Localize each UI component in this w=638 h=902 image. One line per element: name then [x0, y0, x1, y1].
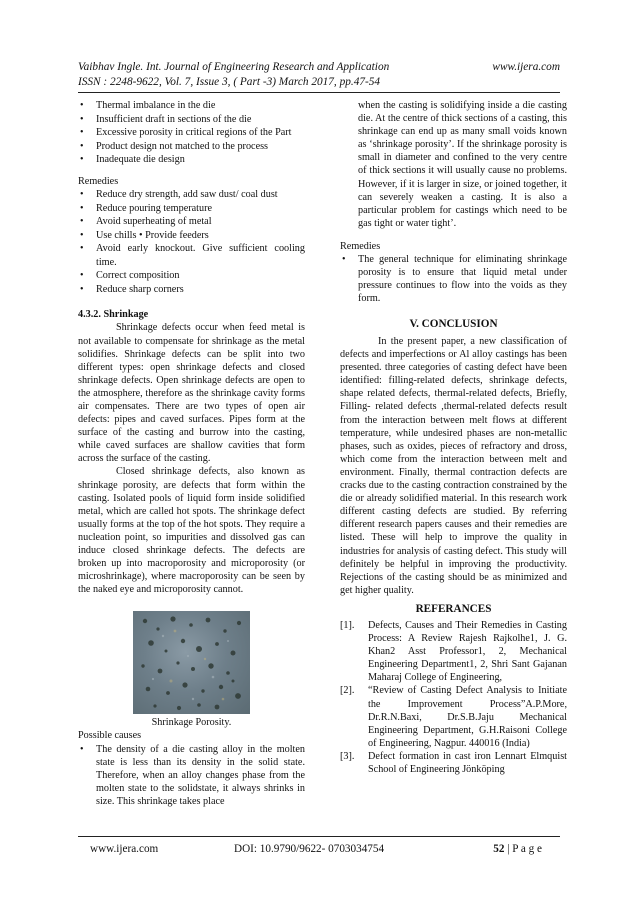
reference-number: [3].: [340, 750, 355, 762]
porosity-texture: [133, 611, 250, 714]
header-citation-line1: Vaibhav Ingle. Int. Journal of Engineering Research and Application: [78, 61, 390, 73]
page-header: [78, 60, 560, 90]
list-item: • Insufficient draft in sections of the die: [78, 113, 305, 126]
header-url[interactable]: www.ijera.com: [492, 61, 560, 73]
header-rule: [78, 92, 560, 93]
list-item: • Reduce dry strength, add saw dust/ coal dust: [78, 188, 305, 201]
list-item: • Reduce pouring temperature: [78, 202, 305, 215]
list-item: • The density of a die casting alloy in the molten state is less than its density in the solid state. Therefore, when an alloy changes phase from the molten state to the solidstate, it always shrinks in size. This shrinkage takes place: [78, 743, 305, 808]
list-item: • Avoid superheating of metal: [78, 215, 305, 228]
shrinkage-paragraph-1: Shrinkage defects occur when feed metal is not available to compensate for shrinkage as the metal solidifies. Shrinkage defects can be split into two different types: open shrinkage defects and closed shrinkage defects. Open shrinkage defects are open to the atmosphere, therefore as the shrinkage cavity forms air compensates. There are two types of open air defects: pipes and caved surfaces. Pipes form at the surface of the casting and burrow into the casting, while caved surfaces are shallow cavities that form across the surface of the casting.: [78, 322, 305, 465]
remedies-label: Remedies: [340, 240, 381, 252]
list-item: • Correct composition: [78, 269, 305, 282]
page-label: | P a g e: [504, 843, 542, 855]
reference-text: Defects, Causes and Their Remedies in Casting Process: A Review Rajesh Rajkolhe1, J. G. Khan2 Asst Professor1, 2, Mechanical Engineering Department1, 2, Shri Sant Gajanan Maharaj College of Engineering,: [368, 619, 567, 684]
possible-causes-list: [78, 743, 305, 808]
reference-text: Defect formation in cast iron Lennart Elmquist School of Engineering Jönköping: [368, 750, 567, 775]
list-item: • Thermal imbalance in the die: [78, 99, 305, 112]
list-item: • Reduce sharp corners: [78, 283, 305, 296]
reference-text: “Review of Casting Defect Analysis to Initiate the Improvement Process”A.P.More, Dr.R.N.Baxi, Dr.S.B.Jaju Mechanical Engineering Department, G.H.Raisoni College of Engineering, Nagpur. 440016 (India): [368, 685, 567, 749]
reference-number: [2].: [340, 685, 355, 697]
reference-item: [340, 684, 567, 749]
page-footer: [78, 836, 560, 859]
list-item: • Avoid early knockout. Give sufficient cooling time.: [78, 242, 305, 268]
figure-caption: Shrinkage Porosity.: [151, 717, 232, 729]
shrinkage-paragraph-2: Closed shrinkage defects, also known as shrinkage porosity, are defects that form within the casting. Isolated pools of liquid form inside solidified metal, which are called hot spots. The shrinkage defect usually forms at the top of the hot spots. They require a nucleation point, so impurities and dissolved gas can induce closed shrinkage defects. The defects are broken up into macroporosity and microporosity (or microshrinkage), where macroporosity can be seen by the naked eye and microporosity cannot.: [78, 466, 305, 596]
footer-doi: DOI: 10.9790/9622- 0703034754: [234, 843, 385, 855]
footer-url[interactable]: www.ijera.com: [90, 843, 159, 855]
conclusion-title: V. CONCLUSION: [409, 317, 498, 330]
page-number: 52: [493, 843, 505, 855]
causes-list: [78, 99, 305, 166]
right-column: [340, 99, 567, 776]
references-title: REFERANCES: [415, 602, 492, 615]
possible-causes-label: Possible causes: [78, 730, 142, 742]
remedies-list: [340, 253, 567, 305]
remedies-list: [78, 188, 305, 296]
list-item: • Inadequate die design: [78, 153, 305, 166]
shrinkage-porosity-image: [133, 611, 250, 714]
list-item: • Excessive porosity in critical regions of the Part: [78, 126, 305, 139]
reference-item: [340, 619, 567, 684]
reference-item: [340, 750, 567, 776]
list-item: • The general technique for eliminating shrinkage porosity is to ensure that liquid metal under pressure continues to flow into the voids as they form.: [340, 253, 567, 305]
list-item: • Use chills • Provide feeders: [78, 229, 305, 242]
list-item: • Product design not matched to the process: [78, 140, 305, 153]
remedies-label: Remedies: [78, 175, 119, 187]
section-title: 4.3.2. Shrinkage: [78, 309, 149, 321]
header-citation-line2: ISSN : 2248-9622, Vol. 7, Issue 3, ( Part -3) March 2017, pp.47-54: [78, 76, 381, 88]
conclusion-paragraph: In the present paper, a new classification of defects and imperfections or Al alloy castings has been presented. three categories of casting defect have been identified: filling-related defects, shrinkage defects, shape related defects, thermal-related defects, Briefly, Filling- related defects ,thermal-related defects result from the interaction between melt flows at different temperature, while undesired phases are non-metallic phases, such as oxides, pieces of refractory and dross, which come from the interaction between melt and environment. Finally, thermal contraction defects are cracks due to the casting contraction constrained by the die or already solidified material. In this research work different casting defects are studied. By referring different research papers causes and their remedies are listed. These will help to improve the quality in industries for analysis of casting defect. This study will definitely be helpful in improving the productivity. Rejections of the casting should be as minimized and get higher quality.: [340, 336, 567, 596]
reference-number: [1].: [340, 619, 355, 631]
footer-page: [493, 843, 542, 855]
continued-bullet-text: when the casting is solidifying inside a die casting die. At the centre of thick sections of a casting, this shrinkage can end up as many small voids known as ‘shrinkage porosity’. If the shrinkage porosity is small in diameter and confined to the very centre of thick sections it will usually cause no problems. However, if it is larger in size, or joined together, it can severely weaken a casting. It is also a particular problem for castings which need to be gas tight or water tight’.: [358, 100, 567, 229]
left-column: [78, 99, 305, 809]
